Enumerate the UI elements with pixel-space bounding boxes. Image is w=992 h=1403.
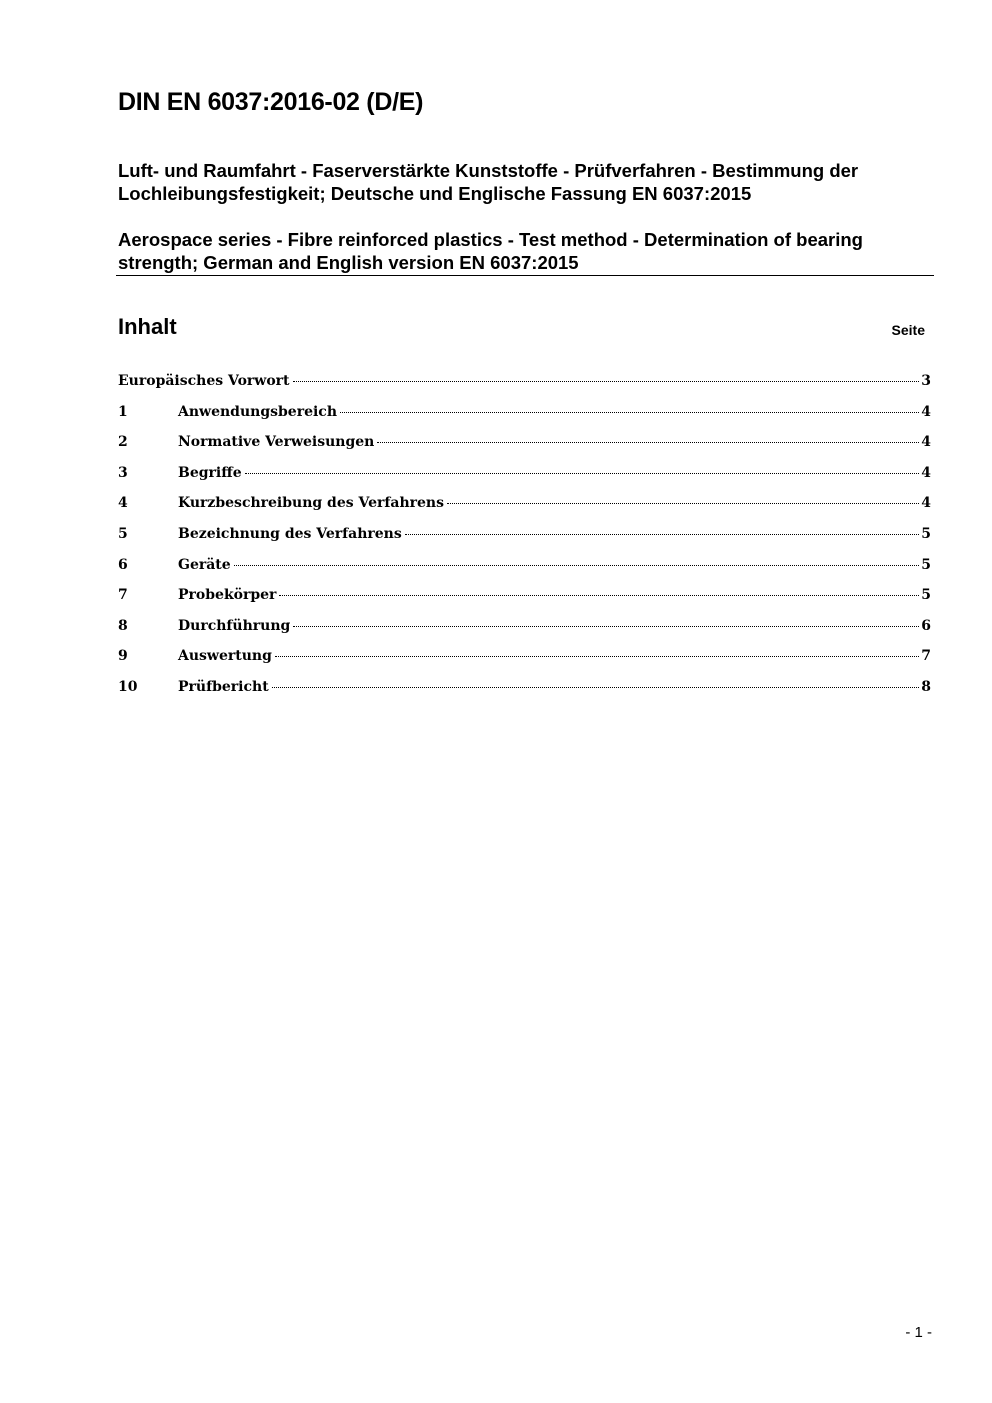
toc-entry-test-report[interactable] [118,676,931,707]
toc-entry-title: Durchführung [178,617,291,634]
title-german: Luft- und Raumfahrt - Faserverstärkte Kunststoffe - Prüfverfahren - Bestimmung der Lochleibungsfestigkeit; Deutsche und Englische Fassung EN 6037:2015 [118,160,859,204]
toc-entry-terms[interactable] [118,462,931,493]
toc-entry-designation[interactable] [118,523,931,554]
title-english: Aerospace series - Fibre reinforced plastics - Test method - Determination of bearing strength; German and English version EN 6037:2015 [118,229,863,273]
toc-entry-number: 1 [118,403,128,420]
toc-entry-page: 4 [921,434,931,451]
toc-heading: Inhalt [118,314,177,339]
toc-dot-leader [234,565,920,566]
toc-entry-title: Prüfbericht [178,678,269,695]
toc-entry-normative-references[interactable] [118,431,931,462]
toc-entry-title: Europäisches Vorwort [118,373,290,389]
toc-entry-title: Bezeichnung des Verfahrens [178,525,402,542]
document-id: DIN EN 6037:2016-02 (D/E) [118,88,424,116]
toc-entry-title: Auswertung [178,648,272,665]
toc-entry-title: Begriffe [178,464,242,481]
toc-entry-principle[interactable] [118,492,931,523]
toc-dot-leader [293,381,920,382]
toc-dot-leader [447,503,919,504]
toc-dot-leader [293,626,919,627]
toc-entry-number: 8 [118,617,128,634]
toc-entry-foreword[interactable] [118,370,931,401]
toc-entry-title: Normative Verweisungen [178,434,375,451]
toc-entry-page: 5 [921,525,931,542]
toc-entry-specimens[interactable] [118,584,931,615]
toc-entry-number: 2 [118,434,128,451]
toc-entry-number: 5 [118,525,128,542]
toc-entry-number: 9 [118,648,128,665]
toc-entry-scope[interactable] [118,401,931,432]
toc-dot-leader [377,442,919,443]
toc-entry-title: Geräte [178,556,231,573]
toc-entry-number: 3 [118,464,128,481]
toc-entry-apparatus[interactable] [118,554,931,585]
table-of-contents [118,370,931,707]
toc-entry-page: 3 [921,373,931,389]
toc-dot-leader [272,687,920,688]
toc-entry-page: 7 [921,648,931,665]
toc-entry-page: 4 [921,403,931,420]
toc-entry-page: 6 [921,617,931,634]
toc-dot-leader [279,595,919,596]
title-divider [116,275,934,276]
toc-entry-number: 6 [118,556,128,573]
toc-entry-page: 8 [921,678,931,695]
toc-entry-number: 4 [118,495,128,512]
toc-dot-leader [275,656,919,657]
page-number: - 1 - [905,1324,932,1341]
toc-entry-title: Kurzbeschreibung des Verfahrens [178,495,444,512]
toc-entry-title: Probekörper [178,587,277,604]
toc-entry-page: 5 [921,587,931,604]
toc-entry-procedure[interactable] [118,615,931,646]
toc-entry-page: 5 [921,556,931,573]
toc-dot-leader [245,473,920,474]
page-column-label: Seite [891,322,925,338]
toc-entry-title: Anwendungsbereich [178,403,337,420]
toc-entry-page: 4 [921,495,931,512]
toc-entry-evaluation[interactable] [118,645,931,676]
toc-entry-page: 4 [921,464,931,481]
toc-dot-leader [405,534,920,535]
toc-entry-number: 7 [118,587,128,604]
toc-dot-leader [340,412,919,413]
toc-entry-number: 10 [118,678,138,695]
